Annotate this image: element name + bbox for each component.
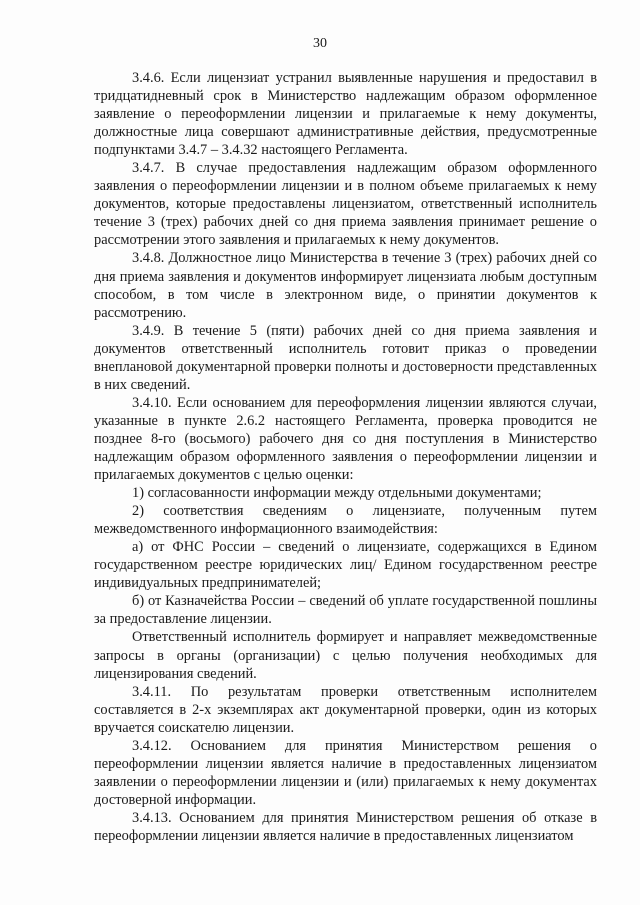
paragraph-3-4-11: 3.4.11. По результатам проверки ответственным исполнителем составляется в 2-х экземплярах акт документарной проверки, один из которых вручается соискателю лицензии.: [94, 683, 597, 736]
page-number: 30: [313, 36, 327, 51]
paragraph-3-4-13: 3.4.13. Основанием для принятия Министерством решения об отказе в переоформлении лицензии является наличие в предоставленных лицензиатом: [94, 809, 597, 844]
paragraph-3-4-9: 3.4.9. В течение 5 (пяти) рабочих дней со дня приема заявления и документов ответственный исполнитель готовит приказ о проведении внеплановой документарной проверки полноты и достоверности представленных в них сведений.: [94, 322, 597, 393]
list-item-consistency: 1) согласованности информации между отдельными документами;: [132, 485, 542, 502]
paragraph-requests: Ответственный исполнитель формирует и направляет межведомственные запросы в органы (организации) с целью получения необходимых для лицензирования сведений.: [94, 629, 597, 682]
paragraph-3-4-12: 3.4.12. Основанием для принятия Министерством решения о переоформлении лицензии является наличие в предоставленных лицензиатом заявлении о переоформлении лицензии и (или) прилагаемых к нему документах достоверной информации.: [94, 737, 597, 808]
paragraph-3-4-10: 3.4.10. Если основанием для переоформления лицензии являются случаи, указанные в пункте 2.6.2 настоящего Регламента, проверка проводится не позднее 8-го (восьмого) рабочего дня со дня поступления в Министерство надлежащим образом оформленного заявления о переоформлении лицензии и прилагаемых документов с целью оценки:: [94, 394, 597, 484]
document-body: [94, 69, 597, 845]
paragraph-3-4-8: 3.4.8. Должностное лицо Министерства в течение 3 (трех) рабочих дней со дня приема заявления и документов информирует лицензиата любым доступным способом, в том числе в электронном виде, о принятии документов к рассмотрению.: [94, 250, 597, 321]
list-subitem-fns: а) от ФНС России – сведений о лицензиате, содержащихся в Едином государственном реестре юридических лиц/ Едином государственном реестре индивидуальных предпринимателей;: [94, 539, 597, 592]
paragraph-3-4-6: 3.4.6. Если лицензиат устранил выявленные нарушения и предоставил в тридцатидневный срок в Министерство надлежащим образом оформленное заявление о переоформлении лицензии и прилагаемые к нему документы, должностные лица совершают административные действия, предусмотренные подпунктами 3.4.7 – 3.4.32 настоящего Регламента.: [94, 70, 597, 159]
paragraph-3-4-7: 3.4.7. В случае предоставления надлежащим образом оформленного заявления о переоформлении лицензии и в полном объеме прилагаемых к нему документов, которые предоставлены лицензиатом, ответственный исполнитель течение 3 (трех) рабочих дней со дня приема заявления принимает решение о рассмотрении этого заявления и прилагаемых к нему документов.: [94, 160, 597, 249]
list-item-correspondence: 2) соответствия сведениям о лицензиате, полученным путем межведомственного информационного взаимодействия:: [94, 503, 597, 538]
list-subitem-treasury: б) от Казначейства России – сведений об уплате государственной пошлины за предоставление лицензии.: [94, 593, 597, 628]
